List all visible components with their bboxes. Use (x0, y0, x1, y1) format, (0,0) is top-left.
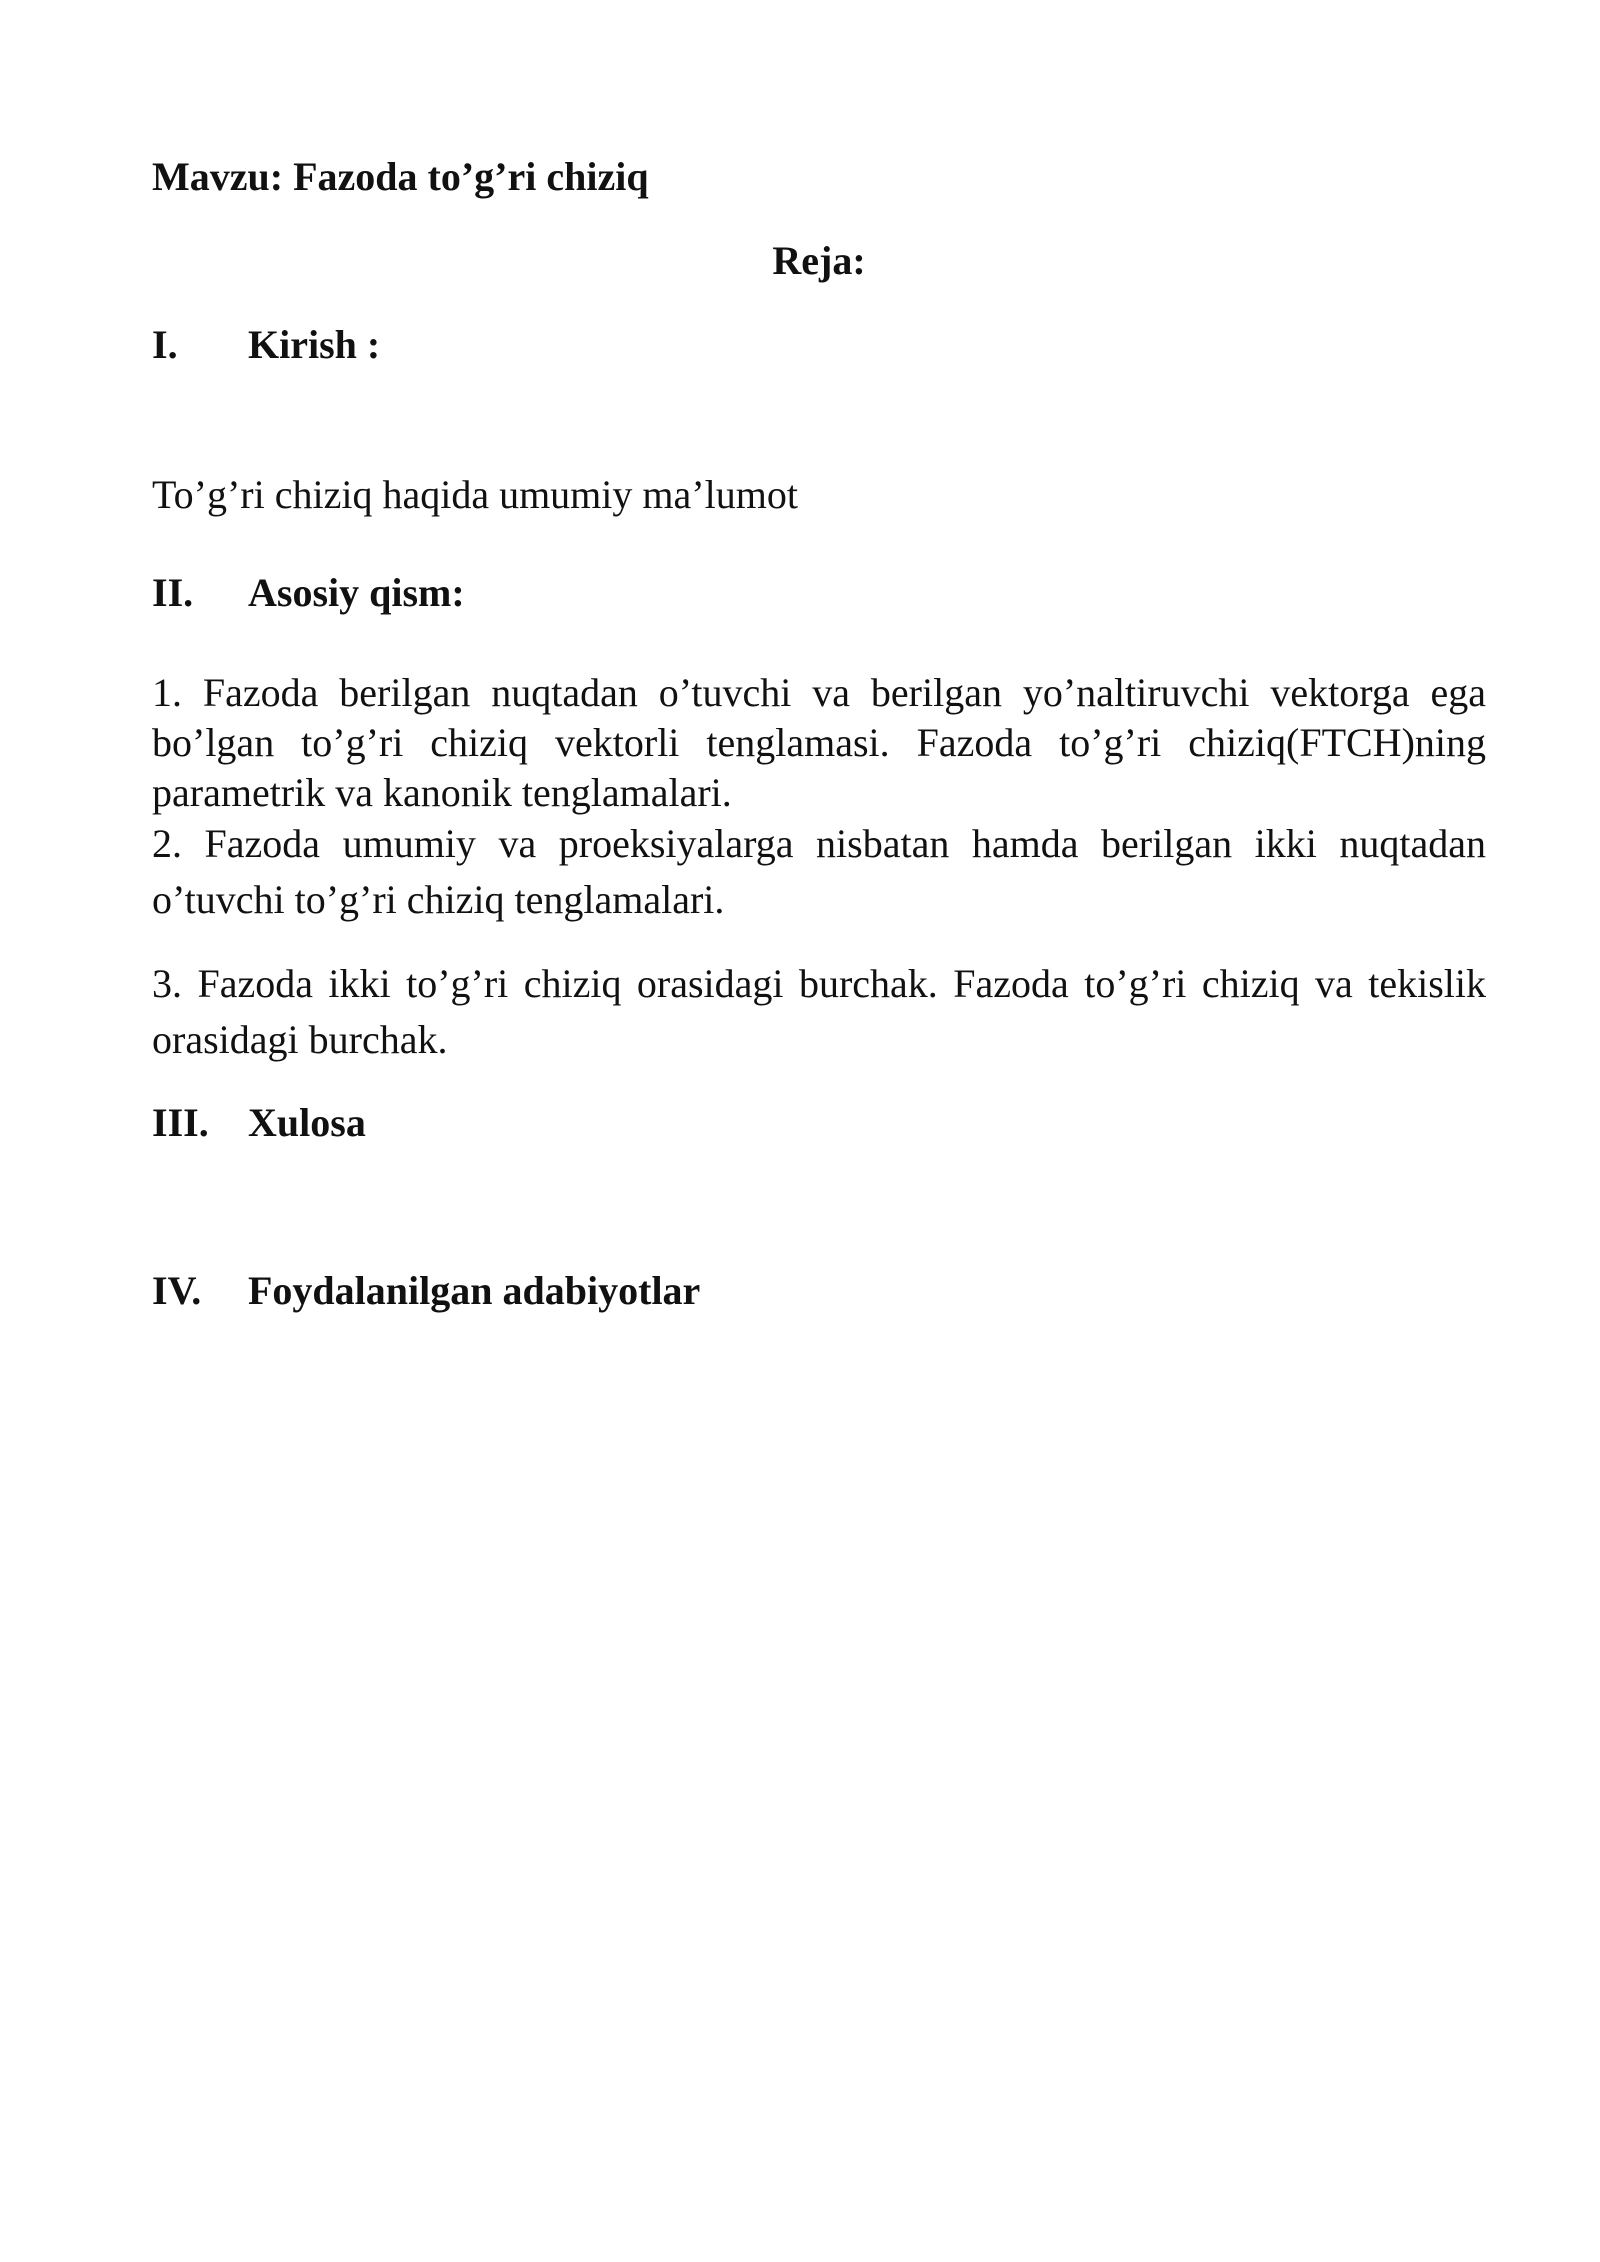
plan-item-3: 3. Fazoda ikki to’g’ri chiziq orasidagi burchak. Fazoda to’g’ri chiziq va tekislik orasidagi burchak. (152, 961, 1486, 1062)
section-heading-1 (152, 320, 1486, 370)
plan-item-1: 1. Fazoda berilgan nuqtadan o’tuvchi va berilgan yo’naltiruvchi vektorga ega bo’lgan to’g’ri chiziq vektorli tenglamasi. Fazoda to’g’ri chiziq(FTCH)ning parametrik va kanonik tenglamalari. (152, 670, 1486, 815)
section-title: Kirish : (248, 322, 381, 367)
section-numeral: I. (152, 322, 178, 367)
section-heading-4 (152, 1266, 1486, 1316)
section-title: Asosiy qism: (248, 570, 465, 615)
section-heading-2 (152, 568, 1486, 618)
section-numeral: III. (152, 1100, 209, 1145)
section-title: Foydalanilgan adabiyotlar (248, 1268, 701, 1313)
section-numeral: IV. (152, 1268, 202, 1313)
plan-item-2: 2. Fazoda umumiy va proeksiyalarga nisbatan hamda berilgan ikki nuqtadan o’tuvchi to’g’ri chiziq tenglamalari. (152, 821, 1486, 922)
plan-title: Reja: (772, 238, 866, 283)
document-topic: Mavzu: Fazoda to’g’ri chiziq (152, 154, 649, 199)
intro-text: To’g’ri chiziq haqida umumiy ma’lumot (152, 472, 798, 517)
section-heading-3 (152, 1098, 1486, 1148)
section-numeral: II. (152, 570, 194, 615)
section-title: Xulosa (248, 1100, 366, 1145)
